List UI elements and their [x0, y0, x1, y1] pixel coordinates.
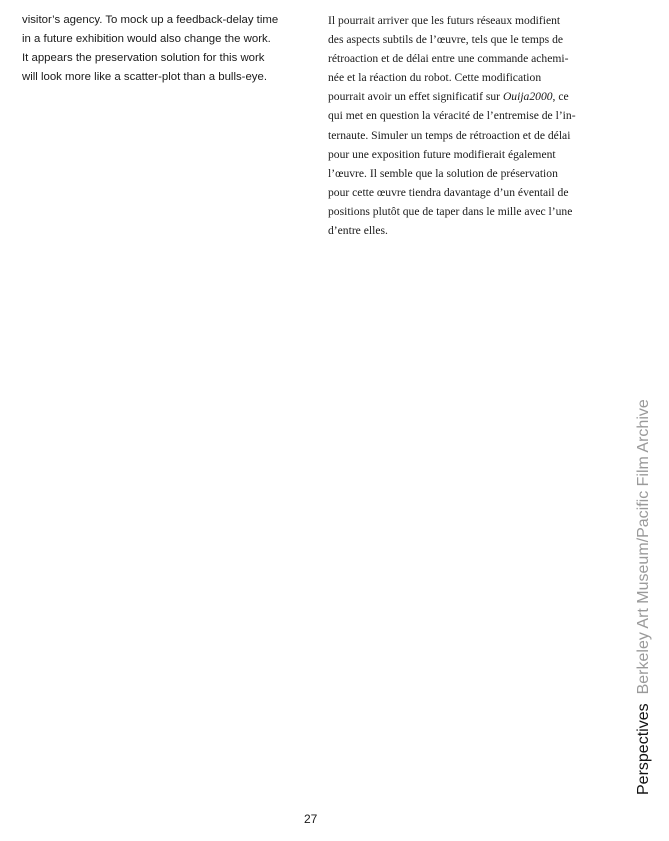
english-line: It appears the preservation solution for this work	[22, 52, 265, 64]
french-line: l’œuvre. Il semble que la solution de préservation	[328, 166, 558, 180]
french-line	[328, 87, 608, 106]
french-line: née et la réaction du robot. Cette modification	[328, 71, 542, 85]
english-text-column	[22, 11, 312, 87]
french-line: des aspects subtils de l’œuvre, tels que le temps de	[328, 33, 564, 47]
french-line: rétroaction et de délai entre une commande achemi-	[328, 52, 569, 66]
french-line: pour une exposition future modifierait également	[328, 147, 556, 161]
english-line: will look more like a scatter-plot than a bulls-eye.	[22, 71, 268, 83]
running-header-vertical	[634, 399, 654, 795]
french-line: Il pourrait arriver que les futurs réseaux modifient	[328, 14, 561, 27]
page-number: 27	[304, 812, 318, 826]
french-text-column	[328, 11, 608, 240]
french-line: positions plutôt que de taper dans le mille avec l’une	[328, 204, 573, 218]
french-line: ternaute. Simuler un temps de rétroaction et de délai	[328, 128, 571, 142]
french-line: qui met en question la véracité de l’entremise de l’in-	[328, 109, 576, 123]
artwork-title: Ouija2000	[502, 90, 553, 104]
french-line: pour cette œuvre tiendra davantage d’un éventail de	[328, 185, 569, 199]
english-line: in a future exhibition would also change the work.	[22, 33, 271, 45]
french-line-text: , ce	[552, 90, 569, 104]
source-institution: Berkeley Art Museum/Pacific Film Archive	[635, 399, 652, 695]
series-title: Perspectives	[635, 703, 652, 795]
french-line: d’entre elles.	[328, 224, 388, 238]
english-line: visitor’s agency. To mock up a feedback-delay time	[22, 14, 279, 26]
french-line-text: pourrait avoir un effet significatif sur	[328, 90, 503, 104]
